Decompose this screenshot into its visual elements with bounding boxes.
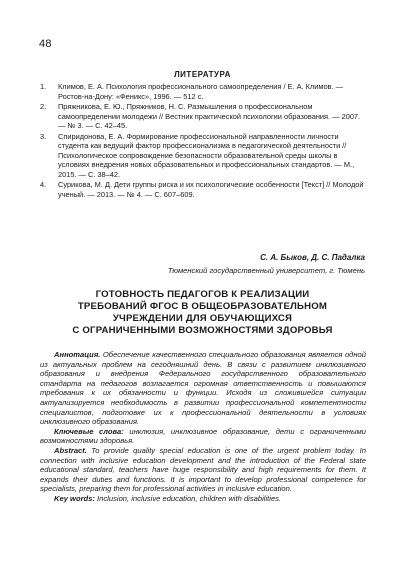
english-abstract-label: Abstract. <box>54 446 87 455</box>
article-authors: С. А. Быков, Д. С. Падалка <box>260 253 365 262</box>
russian-keywords-text: инклюзия, инклюзивное образование, дети с ограниченными возможностями здоровья. <box>40 426 366 446</box>
reference-number: 3. <box>40 131 47 141</box>
article-title-line: ТРЕБОВАНИЙ ФГОС В ОБЩЕОБРАЗОВАТЕЛЬНОМ <box>77 301 328 312</box>
english-abstract-text: To provide quality special education is one of the urgent problem today. In connection with inclusive education development and the introduction of the Federal state educational standard, teachers have huge responsibility and high requirements for them. It expands their duties and functions. It is important to develop professional competence for specialists, preparing them for professional activities in inclusive education. <box>40 446 366 494</box>
english-abstract-block <box>40 446 366 504</box>
reference-item <box>40 82 366 101</box>
english-abstract <box>40 446 366 494</box>
reference-item <box>40 180 366 199</box>
reference-item <box>40 102 366 131</box>
article-title-line: ГОТОВНОСТЬ ПЕДАГОГОВ К РЕАЛИЗАЦИИ <box>95 289 310 300</box>
article-title <box>30 289 375 337</box>
russian-abstract <box>40 350 366 427</box>
english-keywords <box>40 494 366 504</box>
reference-number: 1. <box>40 82 47 91</box>
russian-keywords-label: Ключевые слова: <box>54 426 124 436</box>
english-keywords-label: Key words: <box>54 493 95 503</box>
reference-text: Спиридонова, Е. А. Формирование профессиональной направленности личности студента как ведущий фактор профессионализма в педагогической деятельности // Психологическое сопровождение безопасности образовательной среды школы в условиях внедрения новых образовательных и профессиональных стандартов. — М., 2015. — С. 38–42. <box>58 131 355 179</box>
reference-text: Сурикова, М. Д. Дети группы риска и их психологические особенности [Текст] // Молодой ученый. — 2013. — № 4. — С. 607–609. <box>58 180 364 199</box>
references-list <box>40 82 366 200</box>
russian-keywords <box>40 427 366 446</box>
russian-abstract-block <box>40 350 366 446</box>
russian-abstract-label: Аннотация. <box>54 350 101 359</box>
references-heading: ЛИТЕРАТУРА <box>174 70 231 79</box>
reference-text: Климов, Е. А. Психология профессионального самоопределения / Е. А. Климов. — Ростов-на-Дону: «Феникс», 1996. — 512 с. <box>58 82 343 101</box>
page-number: 48 <box>39 38 52 50</box>
article-affiliation: Тюменский государственный университет, г. Тюмень <box>167 266 365 275</box>
reference-number: 2. <box>40 102 47 111</box>
reference-text: Пряжникова, Е. Ю., Пряжников, Н. С. Размышления о профессиональном самоопределении молодежи // Вестник практической психологии образования. — 2007. — № 3. — С. 42–45. <box>58 102 361 130</box>
russian-abstract-text: Обеспечение качественного специального образования является одной из актуальных проблем на сегодняшний день. В связи с развитием инклюзивного образования и внедрения Федерального государственного образовательного стандарта на педагогов возлагается огромная ответственность и повышаются требования к их обязанности и функции. Исходя из сложившейся ситуации актуализируется необходимость в развитии профессиональной компетентности специалистов, подготовке их к профессиональной деятельности в условиях инклюзивного образования. <box>40 350 366 427</box>
reference-number: 4. <box>40 180 47 189</box>
english-keywords-text: Inclusion, inclusive education, children with disabilities. <box>94 493 282 503</box>
article-title-line: С ОГРАНИЧЕННЫМИ ВОЗМОЖНОСТЯМИ ЗДОРОВЬЯ <box>72 325 333 336</box>
article-title-line: УЧРЕЖДЕНИИ ДЛЯ ОБУЧАЮЩИХСЯ <box>112 313 293 324</box>
reference-item <box>40 132 366 180</box>
